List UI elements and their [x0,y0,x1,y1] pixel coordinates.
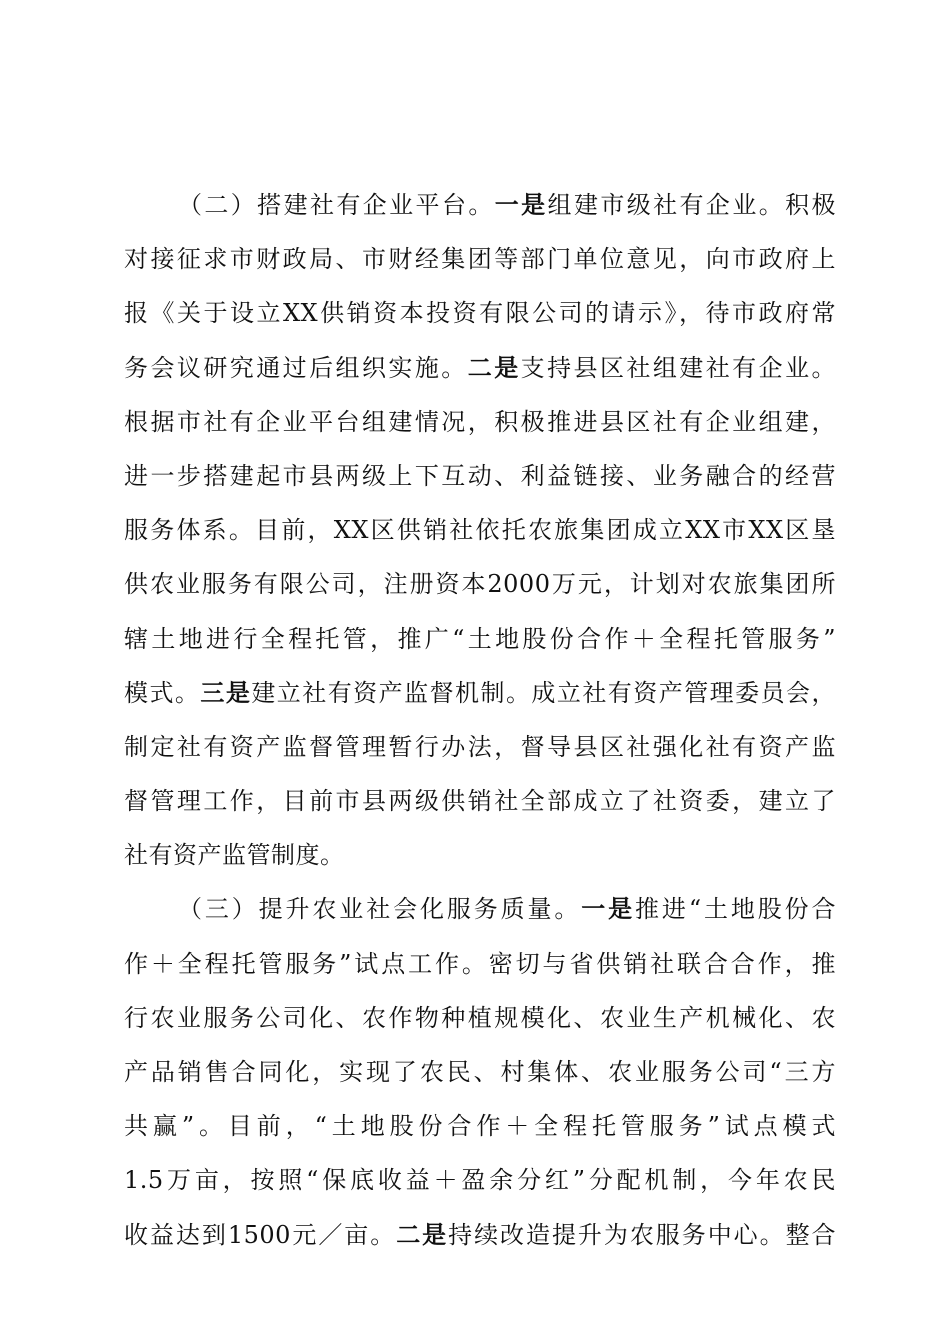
text-line: 1.5万亩，按照“保底收益＋盈余分红”分配机制，今年农民 [124,1166,836,1195]
text-line: 报《关于设立XX供销资本投资有限公司的请示》，待市政府常 [124,299,836,328]
text-line: 收益达到1500元／亩。二是持续改造提升为农服务中心。整合 [124,1219,837,1249]
paragraph-section-2 [124,178,836,882]
text-line: 社有资产监管制度。 [124,841,345,870]
text-line: 根据市社有企业平台组建情况，积极推进县区社有企业组建， [124,407,836,436]
text-line: 模式。三是建立社有资产监督机制。成立社有资产管理委员会， [124,677,837,707]
document-body [124,178,836,1262]
text-line: 务会议研究通过后组织实施。二是支持县区社组建社有企业。 [124,352,837,382]
paragraph-section-3 [124,882,836,1261]
text-line: 辖土地进行全程托管，推广“土地股份合作＋全程托管服务” [124,624,836,653]
text-line: 进一步搭建起市县两级上下互动、利益链接、业务融合的经营 [124,461,836,490]
text-line: 服务体系。目前，XX区供销社依托农旅集团成立XX市XX区垦 [124,516,836,545]
text-line: 共赢”。目前，“土地股份合作＋全程托管服务”试点模式 [124,1112,836,1141]
text-line: 行农业服务公司化、农作物种植规模化、农业生产机械化、农 [124,1003,836,1032]
text-line: 制定社有资产监督管理暂行办法，督导县区社强化社有资产监 [124,732,836,761]
text-line: 产品销售合同化，实现了农民、村集体、农业服务公司“三方 [124,1058,836,1086]
text-line: 供农业服务有限公司，注册资本2000万元，计划对农旅集团所 [124,570,836,599]
text-line: （二）搭建社有企业平台。一是组建市级社有企业。积极 [178,190,837,219]
text-line: 作＋全程托管服务”试点工作。密切与省供销社联合合作，推 [124,949,836,978]
text-line: 督管理工作，目前市县两级供销社全部成立了社资委，建立了 [124,787,836,816]
text-line: 对接征求市财政局、市财经集团等部门单位意见，向市政府上 [124,245,836,274]
text-line: （三）提升农业社会化服务质量。一是推进“土地股份合 [178,894,837,924]
